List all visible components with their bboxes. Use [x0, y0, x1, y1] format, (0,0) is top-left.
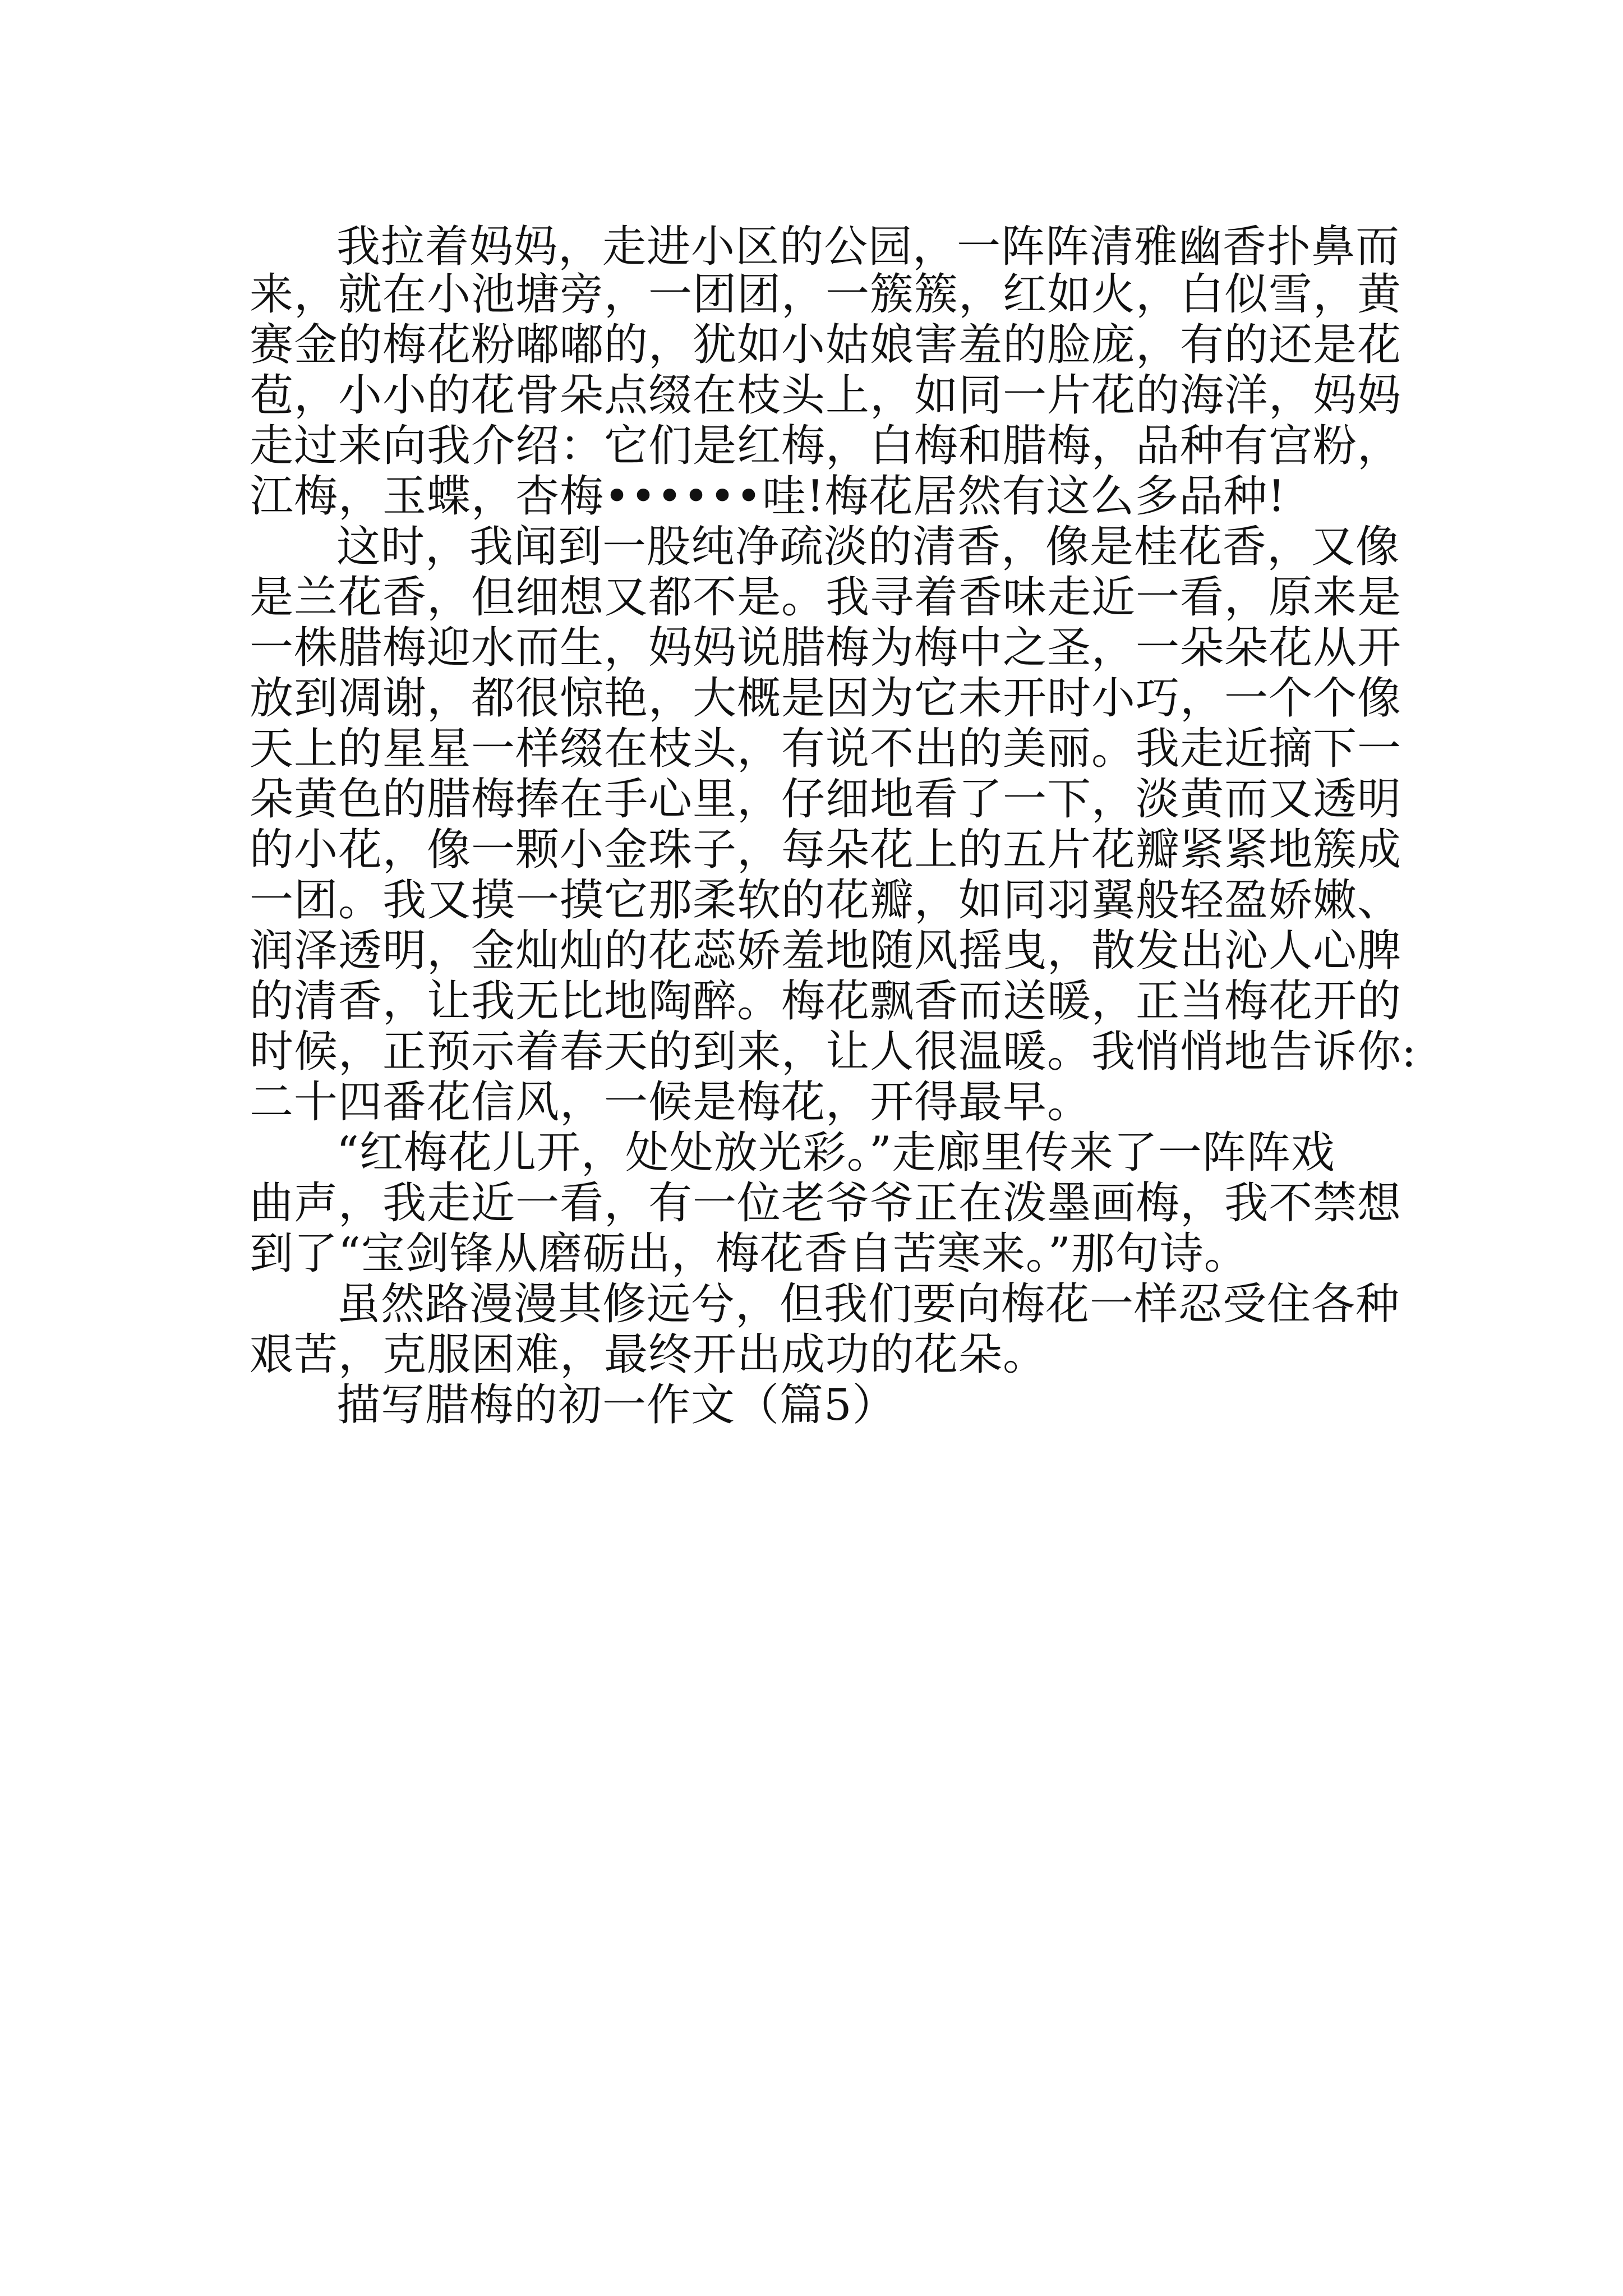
- text-line: 天上的星星一样缀在枝头，有说不出的美丽。我走近摘下一: [250, 724, 1402, 774]
- text-line: 的小花，像一颗小金珠子，每朵花上的五片花瓣紧紧地簇成: [250, 825, 1402, 875]
- text-line: 润泽透明，金灿灿的花蕊娇羞地随风摇曳，散发出沁人心脾: [250, 926, 1402, 976]
- text-line: 我拉着妈妈，走进小区的公园，一阵阵清雅幽香扑鼻而: [336, 222, 1400, 272]
- text-line: 虽然路漫漫其修远兮，但我们要向梅花一样忍受住各种: [336, 1279, 1400, 1329]
- text-line: 一株腊梅迎水而生，妈妈说腊梅为梅中之圣，一朵朵花从开: [250, 623, 1402, 673]
- section-heading: 描写腊梅的初一作文（篇5）: [336, 1380, 897, 1430]
- text-line: 江梅，玉蝶，杏梅••••••哇!梅花居然有这么多品种!: [250, 471, 1286, 522]
- text-line: 这时，我闻到一股纯净疏淡的清香，像是桂花香，又像: [336, 522, 1400, 572]
- text-line: 到了“宝剑锋从磨砺出，梅花香自苦寒来。”那句诗。: [250, 1228, 1248, 1279]
- text-line: 走过来向我介绍：它们是红梅，白梅和腊梅，品种有宫粉，: [250, 421, 1402, 471]
- text-line: 的清香，让我无比地陶醉。梅花飘香而送暖，正当梅花开的: [250, 976, 1402, 1027]
- text-line: 苞，小小的花骨朵点缀在枝头上，如同一片花的海洋，妈妈: [250, 370, 1402, 421]
- text-line: 艰苦，克服困难，最终开出成功的花朵。: [250, 1329, 1048, 1380]
- text-line: 曲声，我走近一看，有一位老爷爷正在泼墨画梅，我不禁想: [250, 1178, 1402, 1228]
- text-line: 二十四番花信风，一候是梅花，开得最早。: [250, 1077, 1092, 1128]
- text-line: 放到凋谢，都很惊艳，大概是因为它未开时小巧，一个个像: [250, 673, 1402, 724]
- text-line: 时候，正预示着春天的到来，让人很温暖。我悄悄地告诉你:: [250, 1027, 1417, 1077]
- text-line: 是兰花香，但细想又都不是。我寻着香味走近一看，原来是: [250, 572, 1402, 623]
- text-line: 赛金的梅花粉嘟嘟的，犹如小姑娘害羞的脸庞，有的还是花: [250, 320, 1402, 370]
- text-line: 朵黄色的腊梅捧在手心里，仔细地看了一下，淡黄而又透明: [250, 774, 1402, 825]
- text-line: 一团。我又摸一摸它那柔软的花瓣，如同羽翼般轻盈娇嫩、: [250, 875, 1402, 926]
- text-line: “红梅花儿开，处处放光彩。”走廊里传来了一阵阵戏: [336, 1128, 1335, 1178]
- text-line: 来，就在小池塘旁，一团团，一簇簇，红如火，白似雪，黄: [250, 269, 1402, 320]
